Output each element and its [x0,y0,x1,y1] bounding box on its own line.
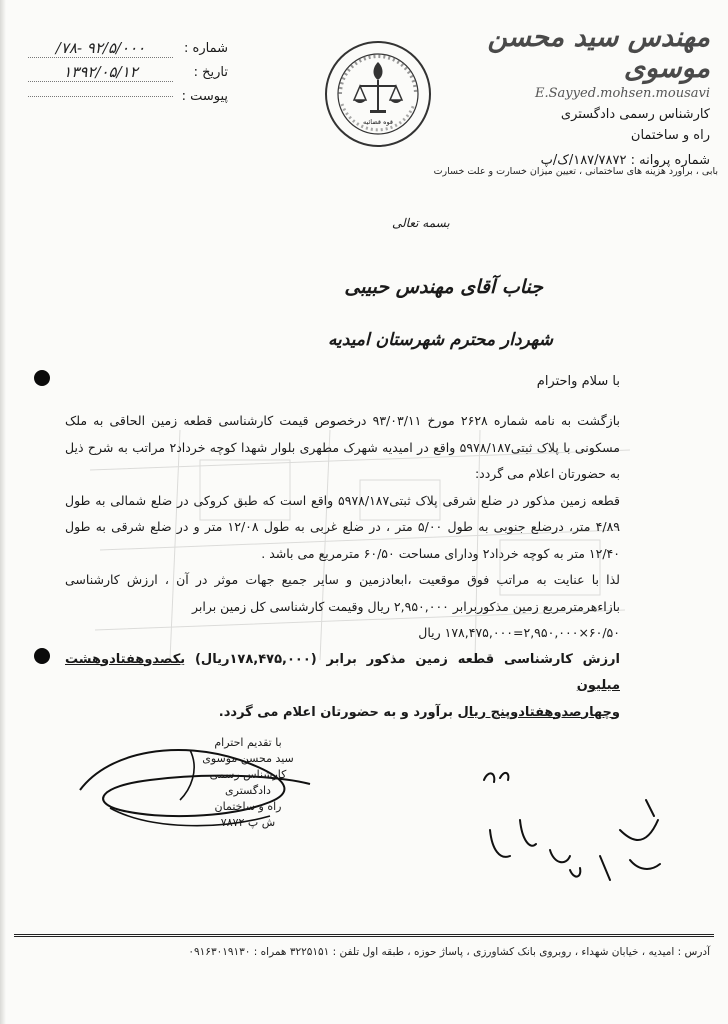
recipient-name: جناب آقای مهندس حبیبی [344,276,543,298]
conclusion-text: ارزش کارشناسی قطعه زمین مذکور برابر (۱۷۸,۴۷۵,۰۰۰ریال) [185,651,621,667]
letterhead-left [28,36,228,108]
body-paragraph-4: ۶۰/۵۰×۲,۹۵۰,۰۰۰=۱۷۸,۴۷۵,۰۰۰ ریال [418,625,620,640]
engineer-name: مهندس سید محسن موسوی [487,22,710,84]
engineer-name-latin: E.Sayyed.mohsen.mousavi [535,86,710,101]
judiciary-seal [322,38,434,150]
attachment-row [28,84,228,108]
footer-address: آدرس : امیدیه ، خیابان شهداء ، روبروی بانک کشاورزی ، پاساژ حوزه ، طبقه اول تلفن : ۳۲۲۵۱۵۱ همراه : ۰۹۱۶۳۰۱۹۱۳۰ [188,946,710,958]
number-row [28,36,228,60]
license-value: ۱۸۷/۷۸۷۲/ک/پ [540,153,627,168]
scan-edge [0,0,6,1024]
letter-body [65,408,620,726]
closing-stamp [188,735,308,831]
closing-line-1: با تقدیم احترام [214,736,282,749]
attachment-label: پیوست : [181,88,228,104]
body-paragraph-2: قطعه زمین مذکور در ضلع شرقی پلاک ثبتی۵۹۷۸/۱۸۷ واقع است که طبق کروکی در ضلع شمالی به طول ۴/۸۹ متر، درضلع جنوبی به طول ۵/۰۰ متر ، در ضلع غربی به طول ۱۲/۰۸ متر و در ضلع شرقی به طول ۱۲/۴۰ متر به کوچه خرداد۲ ودارای مساحت ۶۰/۵۰ مترمربع می باشد . [65,492,621,561]
punch-hole-top [34,370,50,386]
body-paragraph-3: لذا با عنایت به مراتب فوق موقعیت ،ابعادزمین و سایر جمیع جهات موثر در آن ، ارزش کارشناسی بازاءهرمترمربع زمین مذکوربرابر ۲,۹۵۰,۰۰۰ ریال وقیمت کارشناسی کل زمین برابر [65,572,620,614]
greeting: با سلام واحترام [536,374,620,389]
engineer-field: راه و ساختمان [630,128,710,143]
footer-divider [14,934,714,937]
closing-line-2: سید محسن موسوی [202,752,294,765]
closing-line-3: کارشناس رسمی دادگستری [209,768,287,797]
closing-line-5: ش پ ۷۸۷۲ [220,816,276,829]
conclusion-end: برآورد و به حضورتان اعلام می گردد. [218,704,458,720]
attachment-value [28,96,173,97]
handwritten-note [470,760,680,910]
date-row [28,60,228,84]
date-value: ۱۳۹۲/۰۵/۱۲ [28,63,173,82]
engineer-title: کارشناس رسمی دادگستری [560,107,710,122]
recipient-title: شهردار محترم شهرستان امیدیه [327,330,553,350]
number-value: ۹۲/۵/۰۰۰ -۷۸/ [28,39,173,58]
body-paragraph-5 [65,647,620,727]
bismillah: بسمه تعالی [392,216,450,230]
number-label: شماره : [184,40,228,56]
punch-hole-bottom [34,648,50,664]
license-label: شماره پروانه : [630,153,710,168]
amount-words-2: وچهارصدوهفتادوپنج ریال [457,704,620,720]
amount-words-1: یکصدوهفتادوهشت میلیون [65,651,620,693]
seal-text: قوه قضائیه [363,118,393,126]
letterhead-right [460,22,710,168]
specialties-line: بابی ، برآورد هزینه های ساختمانی ، تعیین میزان خسارت و علت خسارت [433,166,718,177]
date-label: تاریخ : [193,64,228,80]
body-paragraph-1: بازگشت به نامه شماره ۲۶۲۸ مورخ ۹۳/۰۳/۱۱ درخصوص قیمت کارشناسی قطعه زمین الحاقی به ملک مسکونی با پلاک ثبتی۵۹۷۸/۱۸۷ واقع در امیدیه شهرک مطهری بلوار شهدا کوچه خرداد۲ مراتب به شرح ذیل به حضورتان اعلام می گردد: [65,413,620,481]
closing-line-4: راه و ساختمان [214,800,282,813]
judiciary-seal-icon [322,38,434,150]
